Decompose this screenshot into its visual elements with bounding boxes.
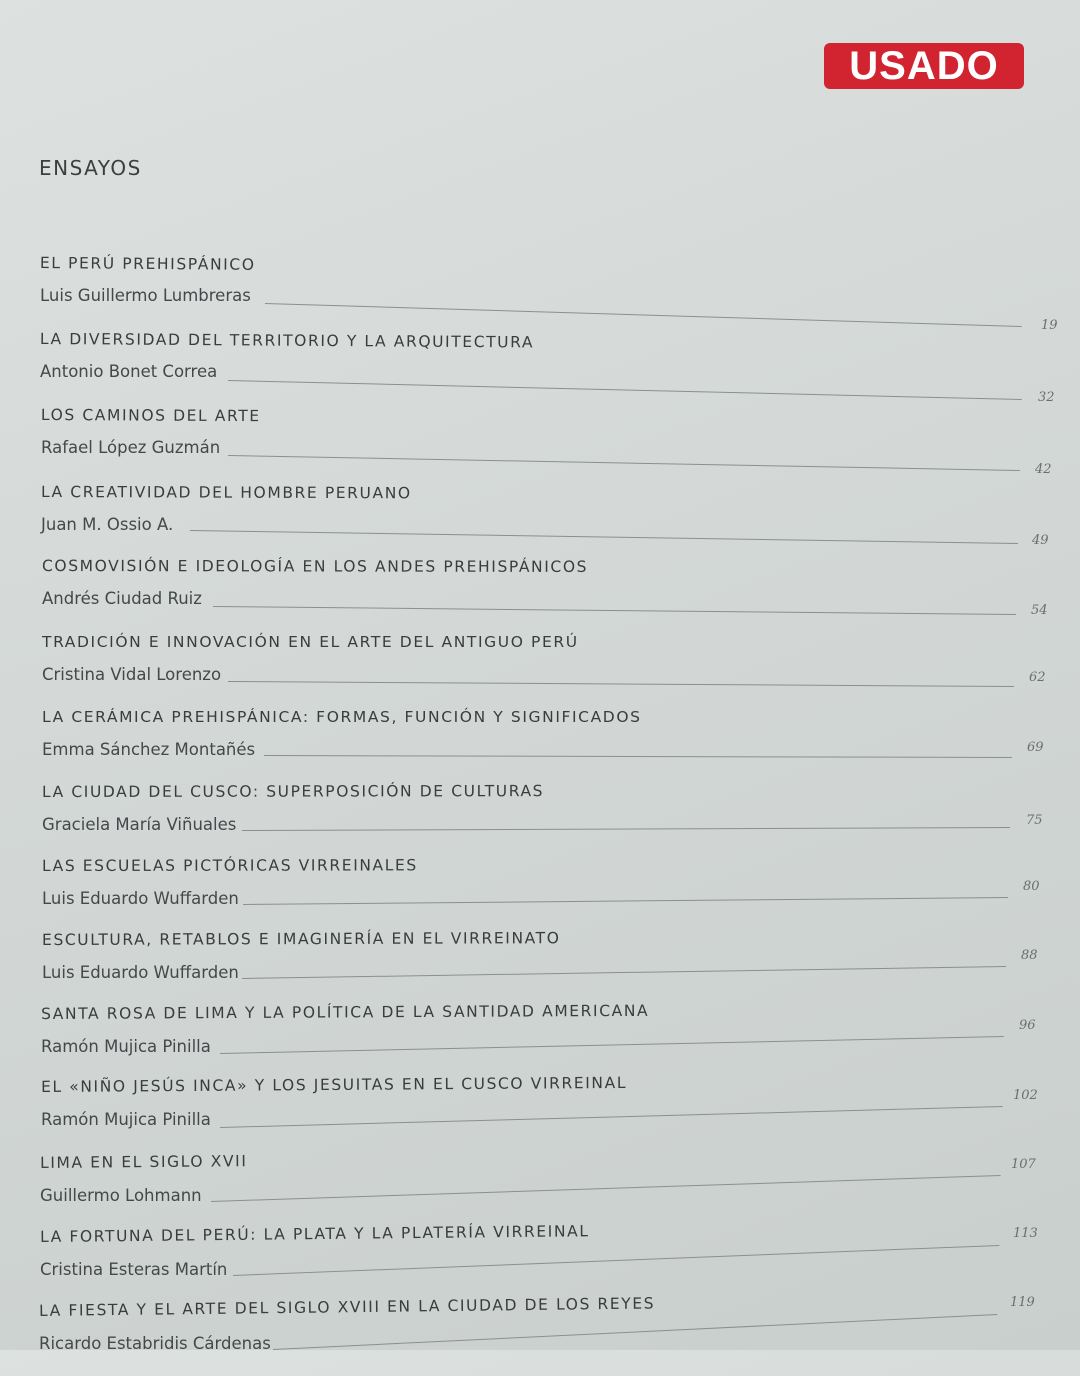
used-badge: USADO [824, 43, 1024, 89]
toc-entry [0, 857, 1080, 931]
entry-author: Andrés Ciudad Ruiz [42, 589, 202, 608]
entry-author: Ramón Mujica Pinilla [41, 1110, 211, 1129]
entry-title: LAS ESCUELAS PICTÓRICAS VIRREINALES [42, 856, 418, 875]
page-number: 96 [1019, 1018, 1036, 1033]
entry-author: Luis Eduardo Wuffarden [42, 889, 239, 908]
entry-title: TRADICIÓN E INNOVACIÓN EN EL ARTE DEL ANTIGUO PERÚ [42, 633, 579, 651]
toc-entry [0, 557, 1080, 631]
entry-title: EL «NIÑO JESÚS INCA» Y LOS JESUITAS EN EL CUSCO VIRREINAL [41, 1073, 628, 1096]
page-number: 75 [1026, 813, 1043, 828]
entry-title: LOS CAMINOS DEL ARTE [40, 406, 261, 426]
entry-title: LA FIESTA Y EL ARTE DEL SIGLO XVIII EN LA CIUDAD DE LOS REYES [39, 1294, 656, 1320]
entry-author: Ramón Mujica Pinilla [41, 1037, 211, 1056]
page-number: 49 [1032, 533, 1049, 548]
section-title: ENSAYOS [39, 156, 142, 180]
page-number: 19 [1041, 318, 1058, 333]
entry-author: Juan M. Ossio A. [41, 515, 174, 534]
entry-author: Luis Eduardo Wuffarden [42, 963, 239, 982]
toc-entry [0, 1001, 1080, 1079]
page-number: 62 [1029, 670, 1046, 685]
page-number: 54 [1031, 603, 1048, 618]
entry-title: EL PERÚ PREHISPÁNICO [39, 254, 256, 274]
page-number: 107 [1011, 1157, 1036, 1172]
page-number: 69 [1027, 740, 1044, 755]
toc-entry [0, 1294, 1080, 1376]
toc-entry [0, 483, 1080, 557]
page-number: 119 [1010, 1295, 1035, 1310]
toc-entry [0, 330, 1080, 404]
entry-author: Cristina Vidal Lorenzo [42, 665, 222, 684]
page-number: 88 [1021, 948, 1038, 963]
entry-title: ESCULTURA, RETABLOS E IMAGINERÍA EN EL VIRREINATO [42, 929, 561, 949]
entry-author: Antonio Bonet Correa [40, 362, 218, 381]
page-number: 102 [1013, 1088, 1038, 1103]
entry-title: LA FORTUNA DEL PERÚ: LA PLATA Y LA PLATERÍA VIRREINAL [40, 1222, 590, 1246]
toc-entry [0, 1222, 1080, 1302]
page-number: 80 [1023, 879, 1040, 894]
toc-entry [0, 783, 1080, 857]
entry-author: Cristina Esteras Martín [40, 1260, 228, 1279]
entry-title: LA CREATIVIDAD DEL HOMBRE PERUANO [40, 483, 412, 503]
page-number: 42 [1035, 462, 1052, 477]
entry-title: LA CIUDAD DEL CUSCO: SUPERPOSICIÓN DE CULTURAS [42, 782, 545, 801]
entry-author: Rafael López Guzmán [41, 438, 221, 457]
entry-title: LA DIVERSIDAD DEL TERRITORIO Y LA ARQUITECTURA [39, 330, 535, 352]
entry-author: Luis Guillermo Lumbreras [40, 286, 251, 305]
entry-author: Ricardo Estabridis Cárdenas [39, 1334, 271, 1353]
toc-entry [0, 708, 1080, 782]
toc-entry [0, 1073, 1080, 1152]
entry-title: COSMOVISIÓN E IDEOLOGÍA EN LOS ANDES PREHISPÁNICOS [41, 557, 589, 576]
page-number: 113 [1013, 1226, 1038, 1241]
page-number: 32 [1038, 390, 1055, 405]
entry-title: LIMA EN EL SIGLO XVII [40, 1152, 248, 1172]
entry-title: SANTA ROSA DE LIMA Y LA POLÍTICA DE LA SANTIDAD AMERICANA [41, 1001, 650, 1023]
toc-entry [0, 254, 1080, 328]
entry-author: Graciela María Viñuales [42, 815, 237, 834]
entry-author: Guillermo Lohmann [40, 1186, 202, 1205]
toc-entry [0, 633, 1080, 707]
entry-title: LA CERÁMICA PREHISPÁNICA: FORMAS, FUNCIÓN Y SIGNIFICADOS [42, 708, 642, 726]
entry-author: Emma Sánchez Montañés [42, 740, 256, 759]
